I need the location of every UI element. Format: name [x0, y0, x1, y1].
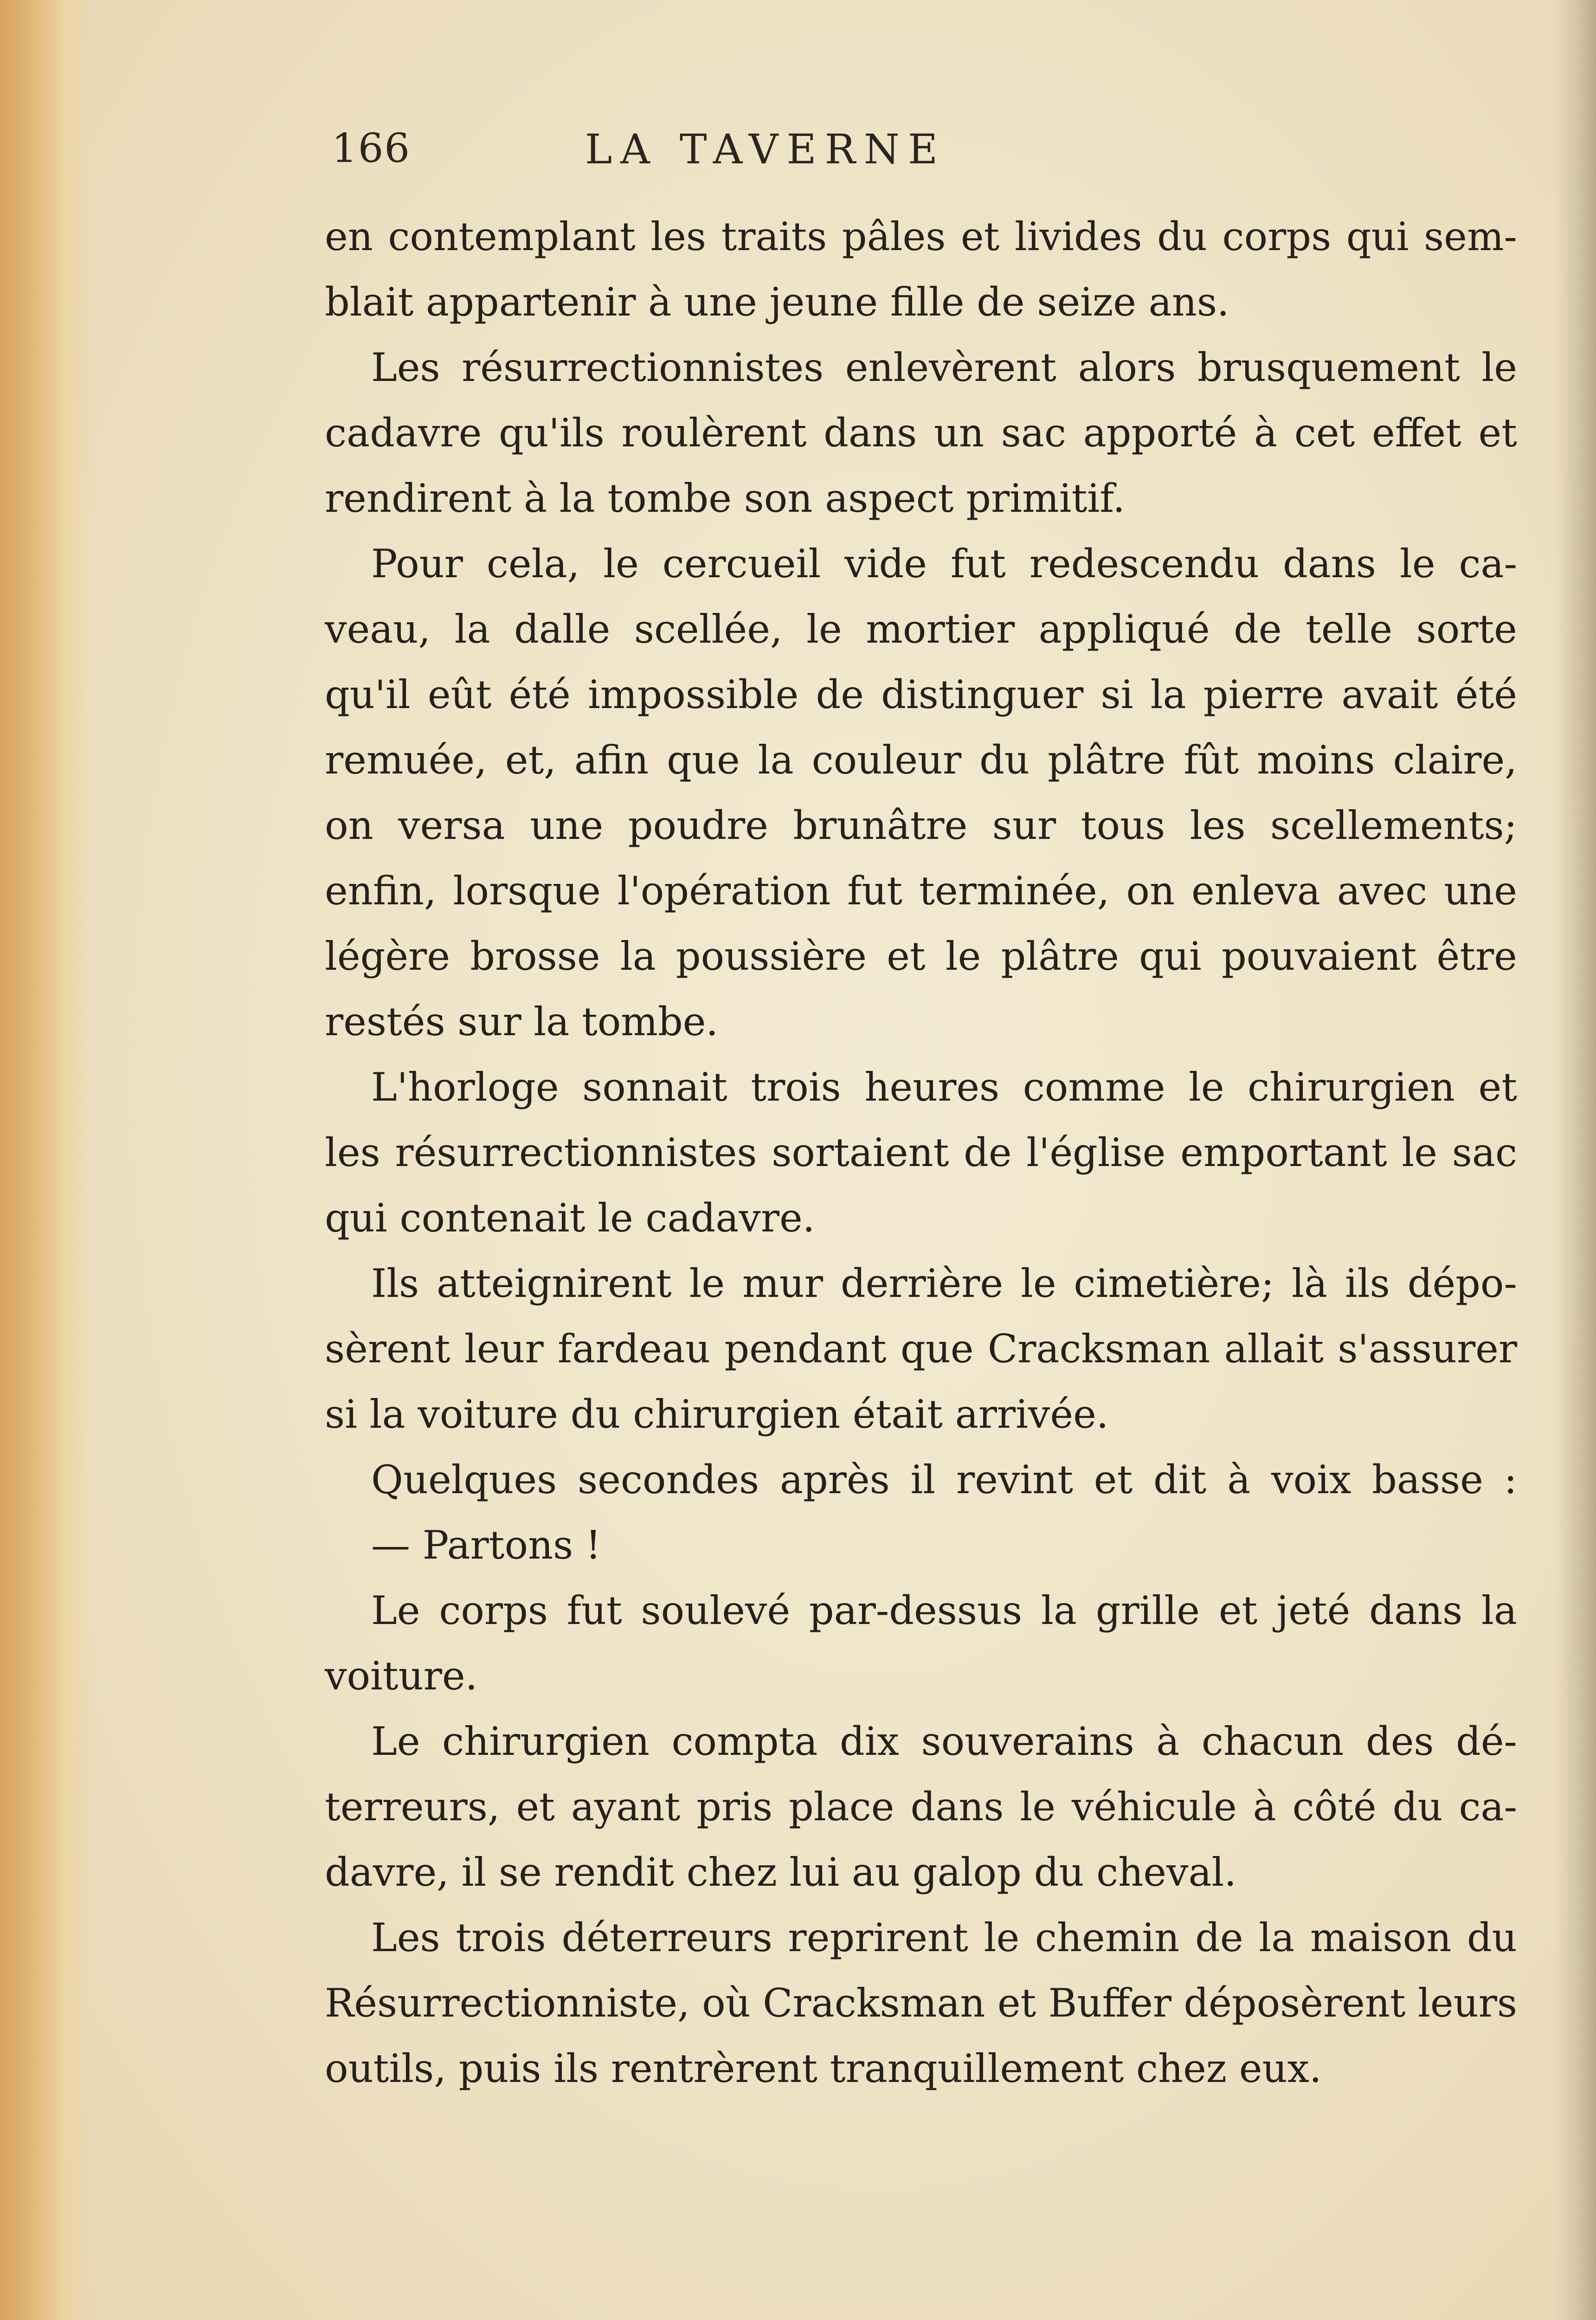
text-line: Les trois déterreurs reprirent le chemin de la maison du [371, 1915, 1517, 1960]
text-line: en contemplant les traits pâles et livides du corps qui sem- [325, 214, 1517, 259]
text-line: voiture. [325, 1653, 478, 1699]
body-text [325, 204, 1517, 2101]
text-line: Pour cela, le cercueil vide fut redescendu dans le ca- [371, 541, 1517, 586]
text-line: davre, il se rendit chez lui au galop du cheval. [325, 1850, 1237, 1895]
text-line: L'horloge sonnait trois heures comme le chirurgien et [371, 1064, 1517, 1110]
text-line: sèrent leur fardeau pendant que Cracksman allait s'assurer [325, 1326, 1517, 1372]
text-line: outils, puis ils rentrèrent tranquillement chez eux. [325, 2046, 1322, 2091]
text-line: remuée, et, afin que la couleur du plâtre fût moins claire, [325, 737, 1517, 783]
text-line: Ils atteignirent le mur derrière le cimetière; là ils dépo- [371, 1261, 1517, 1306]
text-line: Le chirurgien compta dix souverains à chacun des dé- [371, 1719, 1517, 1764]
text-line: restés sur la tombe. [325, 999, 719, 1044]
text-line: les résurrectionnistes sortaient de l'église emportant le sac [325, 1130, 1517, 1175]
page-edge-right [1554, 0, 1596, 2320]
text-line: terreurs, et ayant pris place dans le véhicule à côté du ca- [325, 1784, 1517, 1830]
text-line: on versa une poudre brunâtre sur tous les scellements; [325, 803, 1517, 848]
text-line: Le corps fut soulevé par-dessus la grille et jeté dans la [371, 1588, 1517, 1633]
text-line: qu'il eût été impossible de distinguer si la pierre avait été [325, 672, 1517, 717]
text-line: qui contenait le cadavre. [325, 1195, 815, 1241]
text-line: rendirent à la tombe son aspect primitif. [325, 476, 1125, 521]
page-header [332, 125, 1120, 181]
text-line: enfin, lorsque l'opération fut terminée, on enleva avec une [325, 868, 1517, 914]
text-line: cadavre qu'ils roulèrent dans un sac apporté à cet effet et [325, 410, 1517, 456]
text-line: Les résurrectionnistes enlevèrent alors brusquement le [371, 345, 1517, 390]
running-title: LA TAVERNE [585, 125, 946, 173]
text-line: légère brosse la poussière et le plâtre qui pouvaient être [325, 934, 1517, 979]
page-number: 166 [332, 125, 411, 172]
text-line: si la voiture du chirurgien était arrivée. [325, 1392, 1109, 1437]
text-line: blait appartenir à une jeune fille de seize ans. [325, 279, 1229, 325]
text-line: Quelques secondes après il revint et dit à voix basse : [371, 1457, 1517, 1502]
page-edge-left [0, 0, 93, 2320]
text-line: veau, la dalle scellée, le mortier appliqué de telle sorte [325, 606, 1517, 652]
text-line: — Partons ! [371, 1522, 601, 1568]
text-line: Résurrectionniste, où Cracksman et Buffer déposèrent leurs [325, 1980, 1517, 2026]
